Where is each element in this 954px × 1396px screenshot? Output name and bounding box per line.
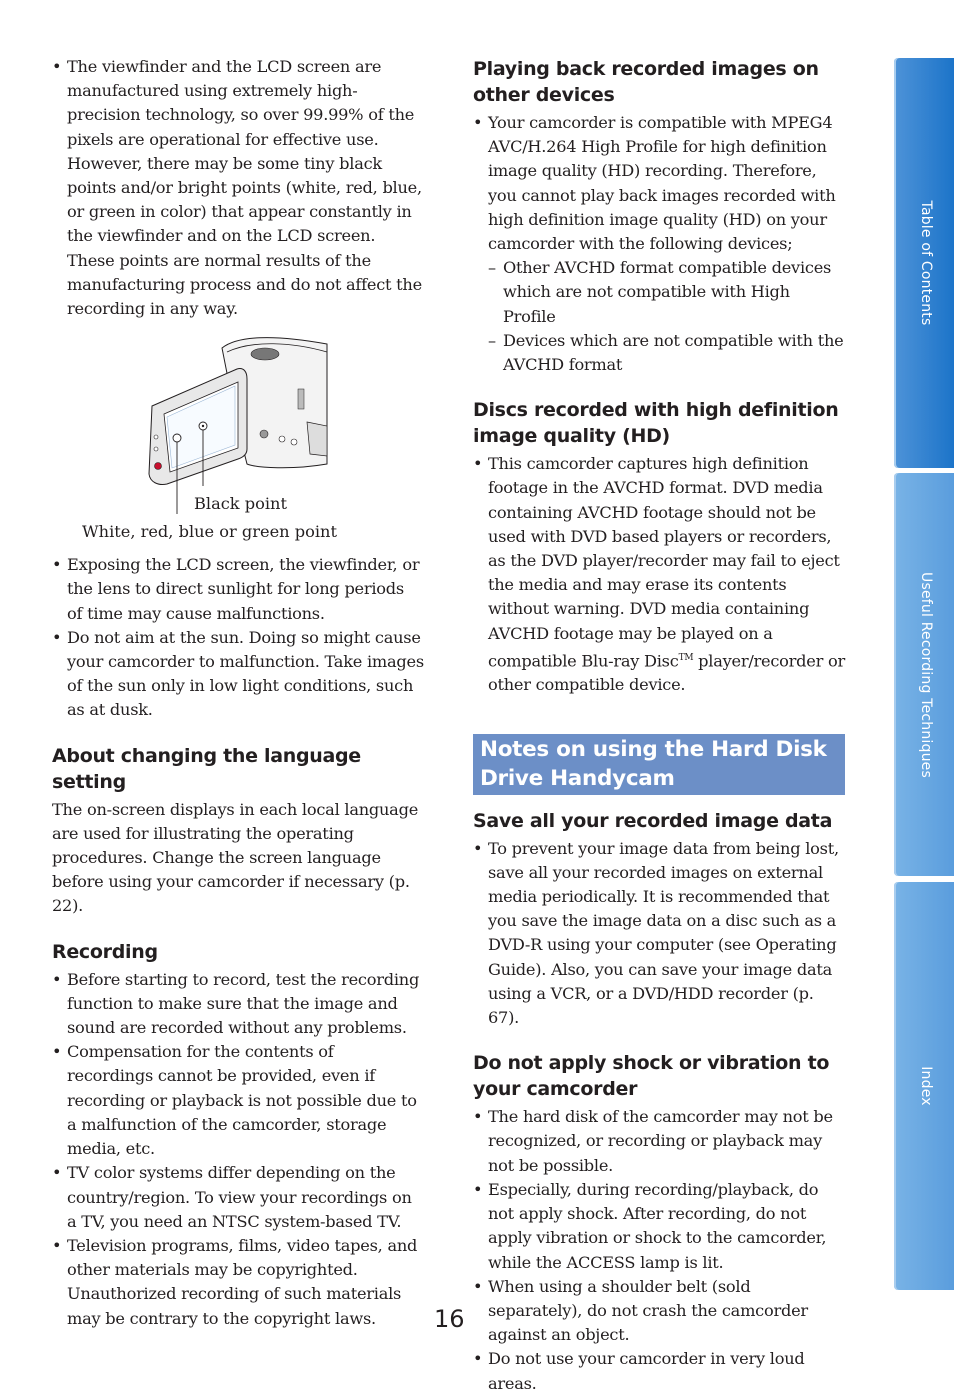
tab-table-of-contents[interactable] (894, 58, 954, 468)
list-item: • Do not use your camcorder in very loud areas. (473, 1347, 845, 1395)
language-heading: About changing the language setting (52, 744, 361, 793)
tab-label: Table of Contents (918, 200, 934, 326)
dash-item: – Devices which are not compatible with the AVCHD format (488, 329, 845, 377)
list-item: • Compensation for the contents of recordings cannot be provided, even if recording or playback is not possible due to a malfunction of the camcorder, storage media, etc. (52, 1040, 424, 1161)
camcorder-illustration (52, 334, 424, 552)
list-item: • Do not aim at the sun. Doing so might cause your camcorder to malfunction. Take images of the sun only in low light conditions, such as at dusk. (52, 626, 424, 723)
tab-index[interactable] (894, 882, 954, 1290)
recording-list (52, 968, 424, 1331)
discs-heading: Discs recorded with high definition image quality (HD) (473, 399, 839, 448)
discs-text-b: player/recorder or other compatible device. (488, 651, 845, 695)
list-item: • Television programs, films, video tapes, and other materials may be copyrighted. Unauthorized recording of such materials may be contrary to the copyright laws. (52, 1234, 424, 1331)
list-item: • To prevent your image data from being lost, save all your recorded images on external media periodically. It is recommended that you save the image data on a disc such as a DVD-R using your computer (see Operating Guide). Also, you can save your image data using a VCR, or a DVD/HDD recorder (p. 67). (473, 837, 845, 1031)
playback-list (473, 111, 845, 377)
dash-item: – Other AVCHD format compatible devices which are not compatible with High Profile (488, 256, 845, 329)
trademark-mark: TM (678, 652, 694, 663)
intro-list (52, 55, 424, 321)
black-point-label: Black point (194, 494, 287, 514)
right-column (473, 52, 845, 1396)
camcorder-figure (52, 334, 424, 552)
save-list (473, 837, 845, 1031)
shock-heading: Do not apply shock or vibration to your camcorder (473, 1052, 830, 1101)
white-point-label: White, red, blue or green point (82, 522, 337, 542)
list-item: • When using a shoulder belt (sold separately), do not crash the camcorder against an object. (473, 1275, 845, 1348)
page-number: 16 (434, 1305, 465, 1333)
sidebar-tabs (894, 58, 954, 1290)
left-column (52, 52, 424, 1331)
list-item: • Exposing the LCD screen, the viewfinder, or the lens to direct sunlight for long periods of time may cause malfunctions. (52, 553, 424, 626)
device-dash-list (488, 256, 845, 377)
section-banner: Notes on using the Hard Disk Drive Handycam (473, 734, 845, 795)
list-item: • Especially, during recording/playback, do not apply shock. After recording, do not apply vibration or shock to the camcorder, while the ACCESS lamp is lit. (473, 1178, 845, 1275)
language-body: The on-screen displays in each local language are used for illustrating the operating procedures. Change the screen language before using your camcorder if necessary (p. 22). (52, 799, 419, 916)
list-item: • TV color systems differ depending on the country/region. To view your recordings on a TV, you need an NTSC system-based TV. (52, 1161, 424, 1234)
discs-text-a: This camcorder captures high definition footage in the AVCHD format. DVD media containing AVCHD footage should not be used with DVD based players or recorders, as the DVD player/recorder may fail to eject the media and may erase its contents without warning. DVD media containing AVCHD footage may be played on a compatible Blu-ray Disc (488, 454, 840, 671)
list-item (473, 111, 845, 377)
list-item: • Before starting to record, test the recording function to make sure that the image and sound are recorded without any problems. (52, 968, 424, 1041)
recording-heading: Recording (52, 940, 158, 963)
shock-list (473, 1105, 845, 1395)
list-item: • The hard disk of the camcorder may not be recognized, or recording or playback may not be possible. (473, 1105, 845, 1178)
playback-bullet-text: Your camcorder is compatible with MPEG4 AVC/H.264 High Profile for high definition image quality (HD) recording. Therefore, you cannot play back images recorded with high definition image quality (HD) on your camcorder with the following devices; (488, 113, 836, 254)
list-item (473, 452, 845, 697)
discs-list (473, 452, 845, 697)
save-heading: Save all your recorded image data (473, 809, 833, 832)
playback-heading: Playing back recorded images on other devices (473, 58, 819, 106)
tab-useful-recording-techniques[interactable] (894, 473, 954, 876)
sunlight-list (52, 553, 424, 722)
list-item: • The viewfinder and the LCD screen are manufactured using extremely high-precision technology, so over 99.99% of the pixels are operational for effective use. However, there may be some tiny black points and/or bright points (white, red, blue, or green in color) that appear constantly in the viewfinder and on the LCD screen. These points are normal results of the manufacturing process and do not affect the recording in any way. (52, 55, 424, 321)
tab-label: Index (918, 1066, 934, 1106)
tab-label: Useful Recording Techniques (918, 571, 934, 778)
